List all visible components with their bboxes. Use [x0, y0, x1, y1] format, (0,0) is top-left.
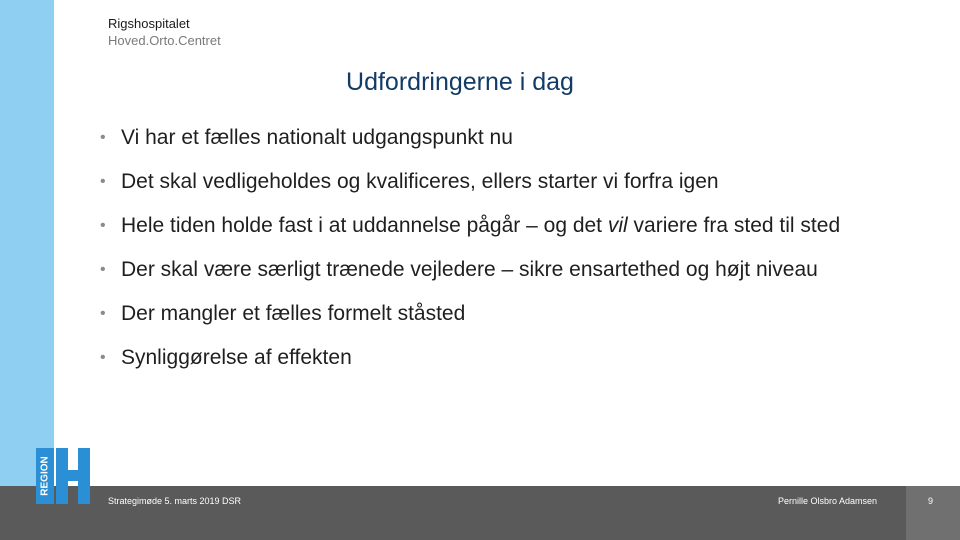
bullet-text: Der skal være særligt trænede vejledere – sikre ensartethed og højt niveau — [121, 258, 818, 281]
page-number: 9 — [928, 496, 934, 506]
bullet-text: Det skal vedligeholdes og kvalificeres, ellers starter vi forfra igen — [121, 170, 719, 193]
bullet-item — [100, 124, 910, 152]
bullet-list — [100, 124, 910, 388]
bullet-text: Vi har et fælles nationalt udgangspunkt nu — [121, 126, 513, 149]
org-subtitle: Hoved.Orto.Centret — [108, 33, 221, 48]
bullet-dot-icon: • — [100, 217, 106, 234]
bullet-dot-icon: • — [100, 129, 106, 146]
bullet-text-tail: variere fra sted til sted — [627, 214, 841, 237]
bullet-item — [100, 168, 910, 196]
logo-h-bar — [56, 470, 90, 481]
bullet-dot-icon: • — [100, 173, 106, 190]
footer-bar — [54, 486, 960, 540]
org-name: Rigshospitalet — [108, 16, 190, 31]
bullet-item — [100, 300, 910, 328]
bullet-text: Der mangler et fælles formelt ståsted — [121, 302, 466, 325]
footer-left-text: Strategimøde 5. marts 2019 DSR — [108, 496, 242, 506]
bullet-text: Hele tiden holde fast i at uddannelse pågår – og det — [121, 214, 608, 237]
logo-text: REGION — [39, 456, 51, 496]
bullet-dot-icon: • — [100, 261, 106, 278]
bullet-dot-icon: • — [100, 305, 106, 322]
footer-author: Pernille Olsbro Adamsen — [778, 496, 878, 506]
bullet-item — [100, 256, 910, 284]
bullet-item — [100, 344, 910, 372]
bullet-item — [100, 212, 910, 240]
region-h-logo — [36, 448, 90, 504]
slide-title: Udfordringerne i dag — [346, 67, 574, 96]
page-number-box — [906, 486, 960, 540]
bullet-emphasis: vil — [607, 214, 628, 237]
bullet-text: Synliggørelse af effekten — [121, 346, 352, 369]
bullet-dot-icon: • — [100, 349, 106, 366]
